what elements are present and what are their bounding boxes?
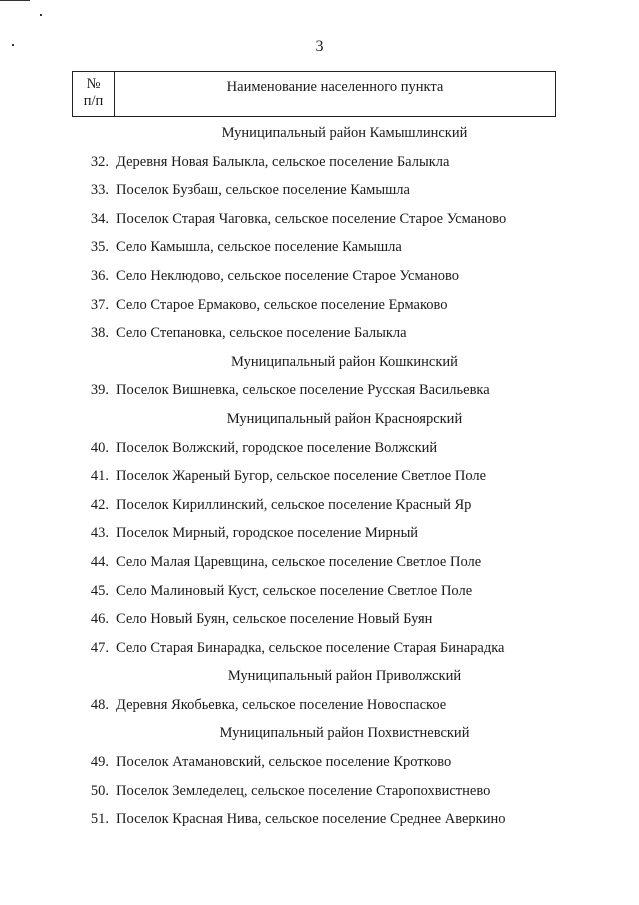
item-text: Поселок Атамановский, сельское поселение Кротково <box>116 754 452 771</box>
header-number-symbol: № <box>86 76 101 92</box>
item-text: Деревня Новая Балыкла, сельское поселение Балыкла <box>116 153 450 170</box>
list-item <box>0 691 639 720</box>
item-text: Поселок Волжский, городское поселение Волжский <box>116 439 438 456</box>
item-text: Деревня Якобьевка, сельское поселение Новоспаское <box>116 696 447 713</box>
item-text: Поселок Бузбаш, сельское поселение Камышла <box>116 182 410 199</box>
scan-mark <box>0 0 30 1</box>
item-number: 41. <box>90 468 109 485</box>
district-heading: Муниципальный район Кошкинский <box>231 353 458 370</box>
item-text: Поселок Мирный, городское поселение Мирный <box>116 525 419 542</box>
item-text: Село Степановка, сельское поселение Балыкла <box>116 325 407 342</box>
item-number: 42. <box>90 496 109 513</box>
item-text: Село Старое Ермаково, сельское поселение Ермаково <box>116 296 448 313</box>
district-heading: Муниципальный район Красноярский <box>226 410 463 427</box>
list-item <box>0 376 639 405</box>
list-item <box>0 205 639 234</box>
header-number-abbrev: п/п <box>83 93 104 109</box>
item-text: Поселок Вишневка, сельское поселение Русская Васильевка <box>116 382 490 399</box>
table-header <box>72 71 556 117</box>
item-number: 34. <box>90 210 109 227</box>
list-item <box>0 319 639 348</box>
item-text: Поселок Земледелец, сельское поселение Старопохвистнево <box>116 782 491 799</box>
item-number: 43. <box>90 525 109 542</box>
item-number: 47. <box>90 639 109 656</box>
list-item <box>0 777 639 806</box>
item-number: 48. <box>90 696 109 713</box>
item-number: 37. <box>90 296 109 313</box>
list-item <box>0 262 639 291</box>
district-heading: Муниципальный район Похвистневский <box>219 725 470 742</box>
item-number: 36. <box>90 267 109 284</box>
list-item <box>0 605 639 634</box>
list-item <box>0 434 639 463</box>
header-number-cell <box>73 72 115 116</box>
item-text: Село Малая Царевщина, сельское поселение Светлое Поле <box>116 553 482 570</box>
item-number: 39. <box>90 382 109 399</box>
list-item <box>0 519 639 548</box>
list-item <box>0 805 639 834</box>
header-title-cell: Наименование населенного пункта <box>226 79 444 95</box>
item-text: Село Малиновый Куст, сельское поселение Светлое Поле <box>116 582 473 599</box>
list-item <box>0 577 639 606</box>
district-heading: Муниципальный район Камышлинский <box>221 125 468 141</box>
item-number: 45. <box>90 582 109 599</box>
list-item <box>0 634 639 663</box>
item-number: 35. <box>90 239 109 256</box>
page-number: 3 <box>315 38 324 55</box>
scan-mark <box>40 14 42 16</box>
item-number: 49. <box>90 754 109 771</box>
item-number: 38. <box>90 325 109 342</box>
item-text: Село Новый Буян, сельское поселение Новый Буян <box>116 611 433 628</box>
list-item <box>0 291 639 320</box>
list-item <box>0 148 639 177</box>
item-number: 40. <box>90 439 109 456</box>
item-number: 44. <box>90 553 109 570</box>
item-number: 51. <box>90 811 109 828</box>
item-text: Село Старая Бинарадка, сельское поселение Старая Бинарадка <box>116 639 505 656</box>
item-text: Поселок Кириллинский, сельское поселение Красный Яр <box>116 496 472 513</box>
item-text: Село Камышла, сельское поселение Камышла <box>116 239 402 256</box>
item-number: 32. <box>90 153 109 170</box>
list-item <box>0 491 639 520</box>
item-text: Поселок Красная Нива, сельское поселение Среднее Аверкино <box>116 811 506 828</box>
settlement-list <box>0 119 639 834</box>
list-item <box>0 748 639 777</box>
list-item <box>0 233 639 262</box>
item-number: 33. <box>90 182 109 199</box>
item-number: 46. <box>90 611 109 628</box>
list-item <box>0 176 639 205</box>
list-item <box>0 548 639 577</box>
item-text: Поселок Старая Чаговка, сельское поселение Старое Усманово <box>116 210 507 227</box>
item-number: 50. <box>90 782 109 799</box>
item-text: Поселок Жареный Бугор, сельское поселение Светлое Поле <box>116 468 487 485</box>
item-text: Село Неклюдово, сельское поселение Старое Усманово <box>116 267 460 284</box>
list-item <box>0 462 639 491</box>
district-heading: Муниципальный район Приволжский <box>227 668 462 685</box>
